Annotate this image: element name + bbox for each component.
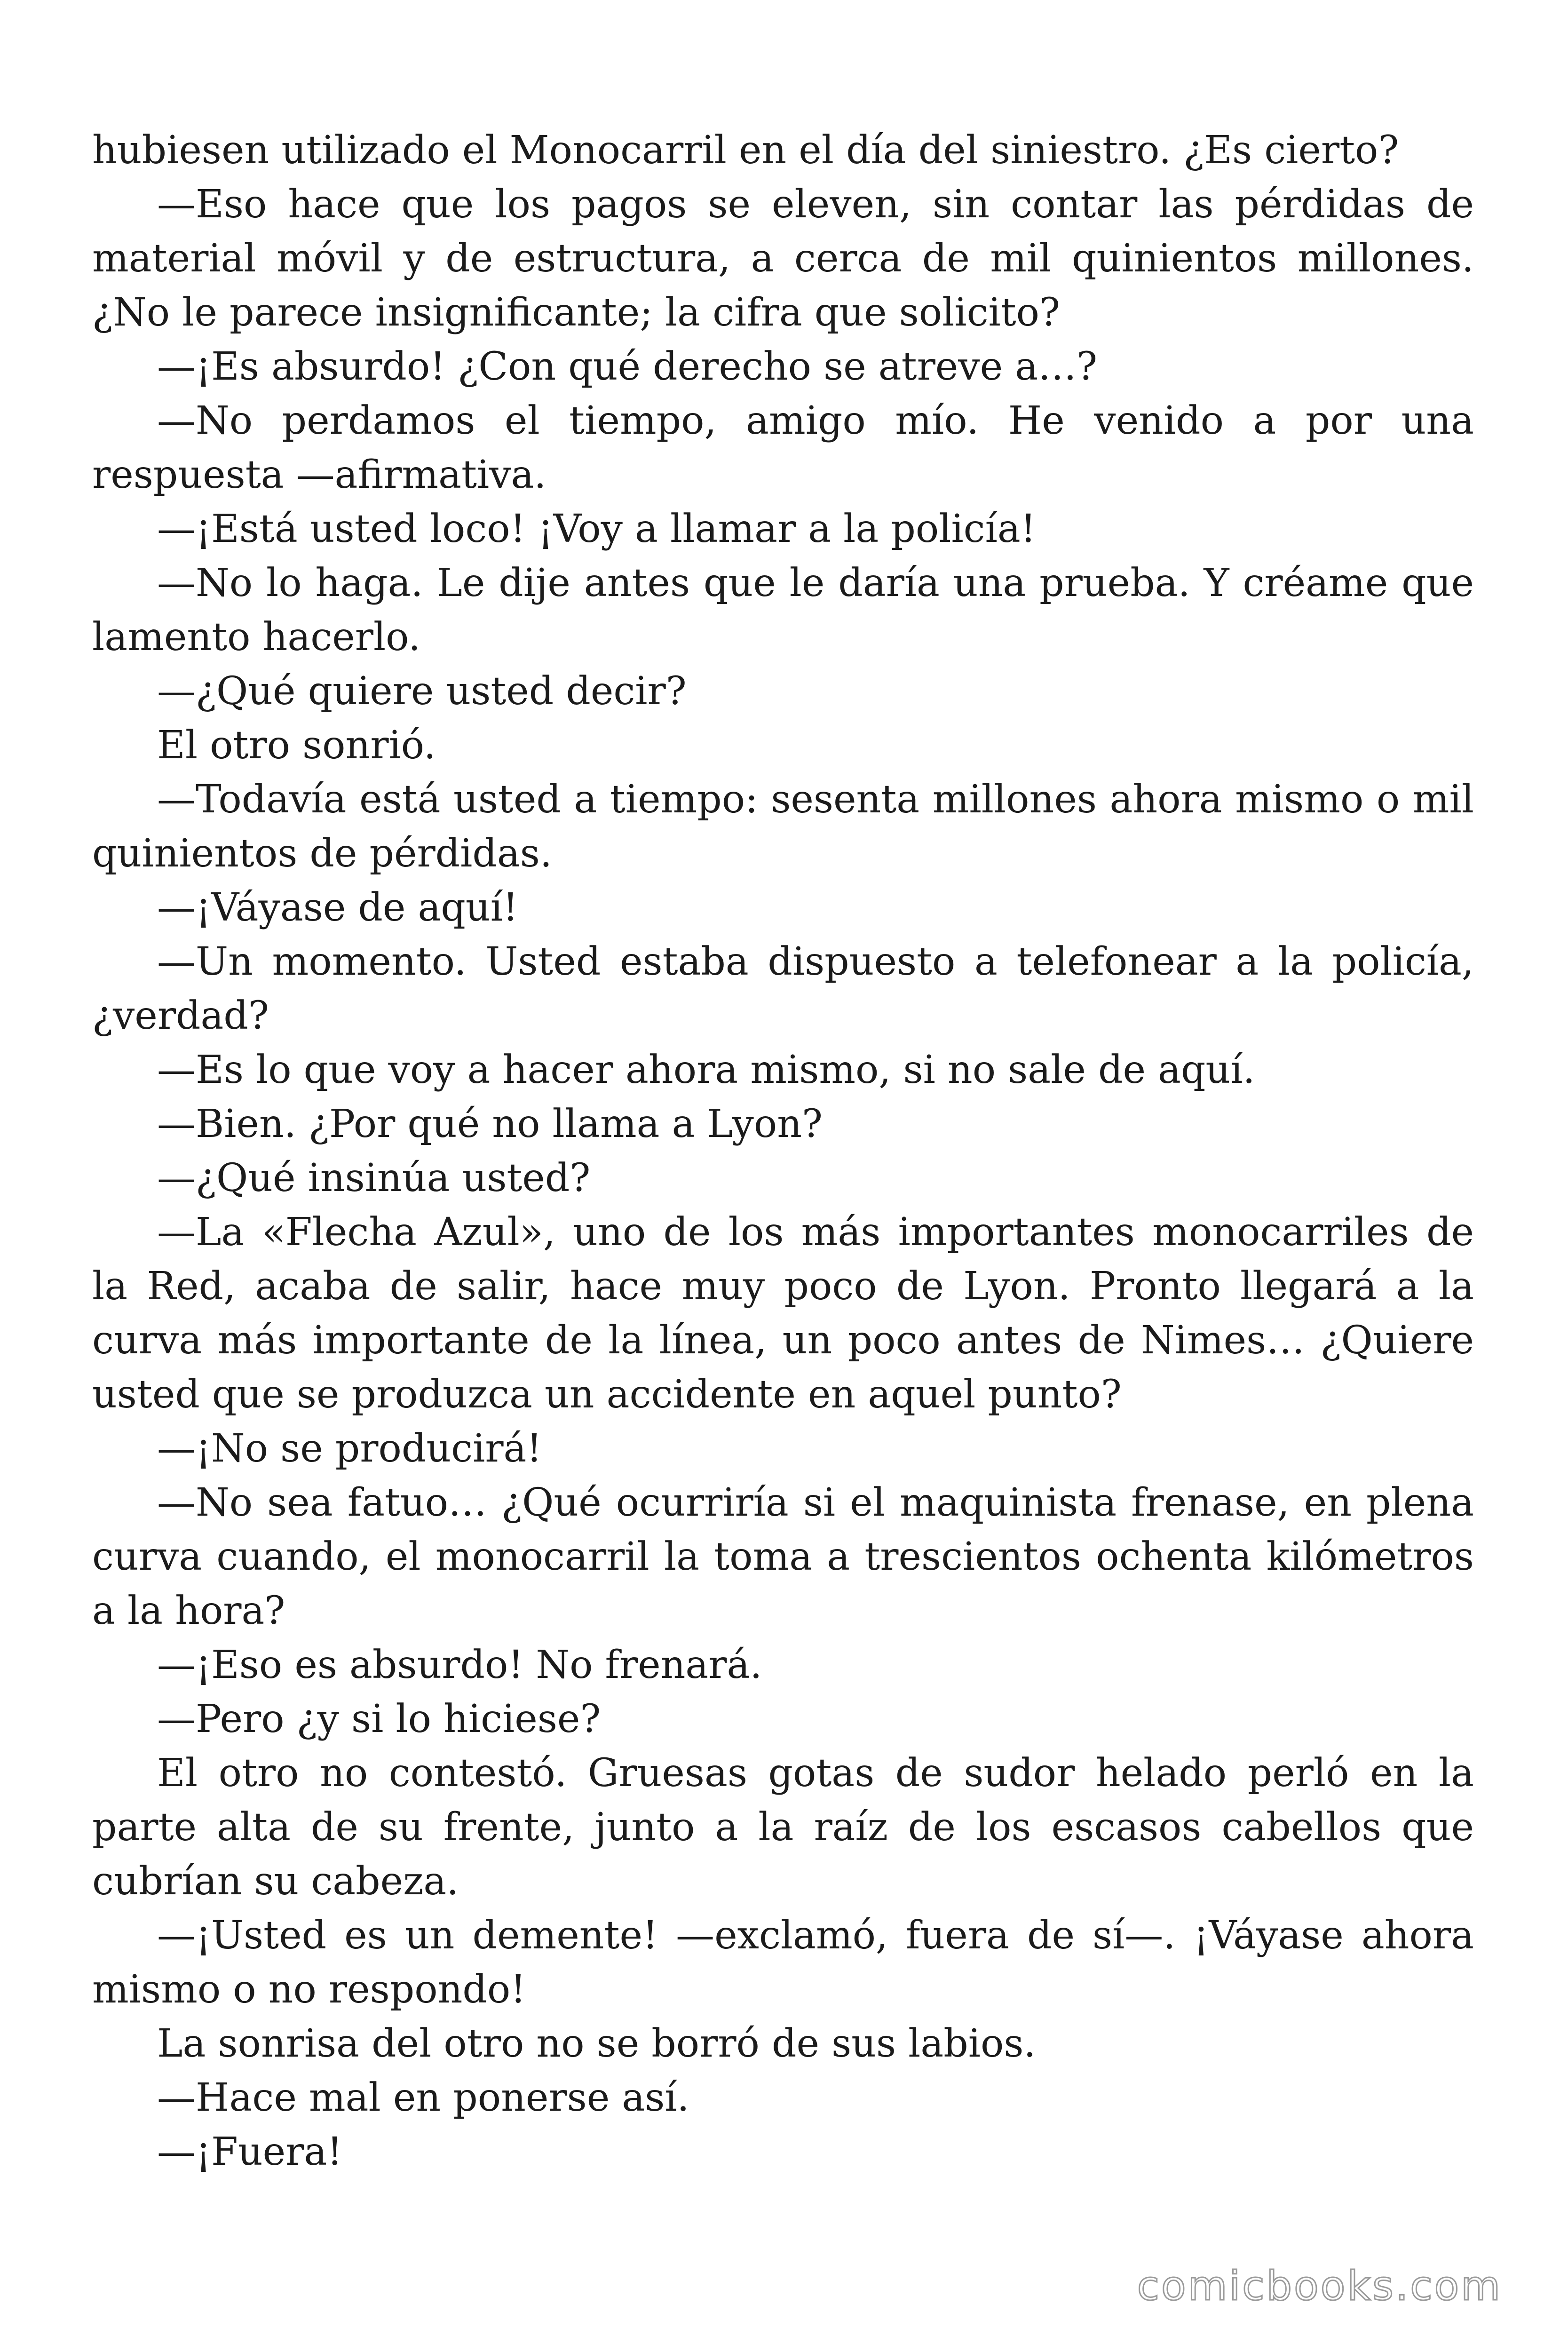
paragraph: hubiesen utilizado el Monocarril en el día del siniestro. ¿Es cierto? xyxy=(92,128,1399,173)
paragraph: —¿Qué insinúa usted? xyxy=(157,1156,591,1200)
paragraph: El otro sonrió. xyxy=(157,723,436,768)
paragraph: —¡Váyase de aquí! xyxy=(157,885,518,930)
paragraph: El otro no contestó. Gruesas gotas de sudor helado perló en la parte alta de su frente, junto a la raíz de los escasos cabellos que cubrían su cabeza. xyxy=(92,1751,1474,1904)
paragraph: —Es lo que voy a hacer ahora mismo, si no sale de aquí. xyxy=(157,1048,1255,1092)
paragraph: —Un momento. Usted estaba dispuesto a telefonear a la policía, ¿verdad? xyxy=(92,939,1474,1038)
paragraph: —Bien. ¿Por qué no llama a Lyon? xyxy=(157,1102,823,1146)
paragraph: —Hace mal en ponerse así. xyxy=(157,2075,689,2120)
paragraph: La sonrisa del otro no se borró de sus labios. xyxy=(157,2021,1036,2066)
page-body xyxy=(92,123,1474,2179)
paragraph: —Pero ¿y si lo hiciese? xyxy=(157,1697,601,1741)
paragraph: —No sea fatuo… ¿Qué ocurriría si el maquinista frenase, en plena curva cuando, el monocarril la toma a trescientos ochenta kilómetros a la hora? xyxy=(92,1480,1474,1633)
paragraph: —¡Eso es absurdo! No frenará. xyxy=(157,1643,762,1687)
paragraph: —No perdamos el tiempo, amigo mío. He venido a por una respuesta —afirmativa. xyxy=(92,398,1474,497)
paragraph: —¡Fuera! xyxy=(157,2130,343,2174)
paragraph: —No lo haga. Le dije antes que le daría una prueba. Y créame que lamento hacerlo. xyxy=(92,561,1474,660)
paragraph: —¡No se producirá! xyxy=(157,1426,542,1471)
paragraph: —Eso hace que los pagos se eleven, sin contar las pérdidas de material móvil y de estructura, a cerca de mil quinientos millones. ¿No le parece insignificante; la cifra que solicito? xyxy=(92,182,1474,335)
watermark: comicbooks.com xyxy=(1137,2263,1502,2310)
paragraph: —¿Qué quiere usted decir? xyxy=(157,669,687,714)
paragraph: —¡Está usted loco! ¡Voy a llamar a la policía! xyxy=(157,507,1036,551)
paragraph: —¡Es absurdo! ¿Con qué derecho se atreve a…? xyxy=(157,344,1098,389)
paragraph: —La «Flecha Azul», uno de los más importantes monocarriles de la Red, acaba de salir, hace muy poco de Lyon. Pronto llegará a la curva más importante de la línea, un poco antes de Nimes… ¿Quiere usted que se produzca un accidente en aquel punto? xyxy=(92,1210,1474,1417)
paragraph: —¡Usted es un demente! —exclamó, fuera de sí—. ¡Váyase ahora mismo o no respondo! xyxy=(92,1913,1474,2012)
paragraph: —Todavía está usted a tiempo: sesenta millones ahora mismo o mil quinientos de pérdidas. xyxy=(92,777,1474,876)
